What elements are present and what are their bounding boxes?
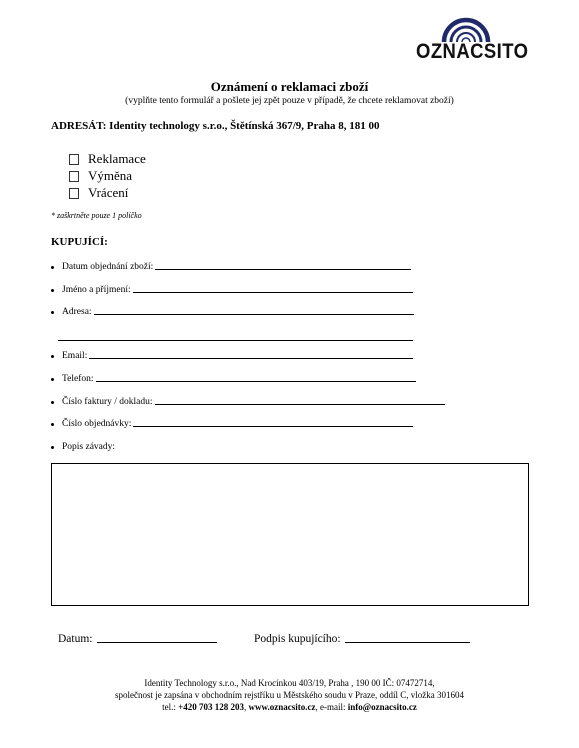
email-link[interactable]: info@oznacsito.cz	[347, 702, 417, 712]
form-subtitle: (vyplňte tento formulář a pošlete jej zpět pouze v případě, že chcete reklamovat zboží)	[125, 96, 454, 106]
phone-number[interactable]: +420 703 128 203	[178, 702, 245, 712]
fill-line[interactable]	[89, 357, 413, 359]
checkbox[interactable]	[69, 154, 79, 165]
logo-wordmark: OZNACSITO	[416, 40, 529, 63]
footer-company: Identity Technology s.r.o., Nad Krocínkou 403/19, Praha , 190 00 IČ: 07472714,	[144, 678, 435, 688]
fill-line[interactable]	[155, 403, 445, 405]
field-datum-objednani[interactable]	[51, 262, 411, 272]
bullet	[51, 355, 54, 358]
bullet	[51, 289, 54, 292]
checkbox-note: * zaškrtněte pouze 1 políčko	[51, 211, 142, 220]
option-vymena[interactable]	[69, 168, 132, 184]
field-label: Email:	[62, 351, 88, 361]
option-vraceni[interactable]	[69, 185, 128, 201]
field-label: Číslo objednávky:	[62, 419, 132, 429]
footer-registry: společnost je zapsána v obchodním rejstříku u Městského soudu v Praze, oddíl C, vložka 301604	[115, 690, 464, 700]
separator: ,	[244, 702, 249, 712]
fill-line[interactable]	[133, 291, 413, 293]
defect-description-box[interactable]	[51, 463, 529, 606]
field-label: Číslo faktury / dokladu:	[62, 397, 153, 407]
website-link[interactable]: www.oznacsito.cz	[248, 702, 316, 712]
field-jmeno[interactable]	[51, 285, 413, 295]
field-label: Adresa:	[62, 307, 92, 317]
fill-line[interactable]	[345, 641, 470, 643]
bullet	[51, 266, 54, 269]
fill-line[interactable]	[155, 268, 411, 270]
fill-line[interactable]	[96, 380, 416, 382]
fill-line[interactable]	[97, 641, 217, 643]
field-telefon[interactable]	[51, 374, 416, 384]
email-label: , e-mail:	[315, 702, 348, 712]
field-adresa[interactable]	[51, 307, 414, 317]
signature-label: Podpis kupujícího:	[254, 633, 341, 645]
signature-field[interactable]	[254, 633, 470, 645]
date-label: Datum:	[58, 633, 93, 645]
bullet	[51, 378, 54, 381]
form-title: Oznámení o reklamaci zboží	[210, 79, 369, 94]
footer-contact	[0, 701, 579, 713]
buyer-heading: KUPUJÍCÍ:	[51, 236, 108, 248]
bullet	[51, 423, 54, 426]
checkbox[interactable]	[69, 188, 79, 199]
address-second-line[interactable]	[58, 340, 413, 341]
option-label: Reklamace	[88, 151, 146, 166]
fill-line[interactable]	[94, 313, 414, 315]
recipient-address: ADRESÁT: Identity technology s.r.o., Štětínská 367/9, Praha 8, 181 00	[51, 120, 380, 132]
bullet	[51, 401, 54, 404]
option-reklamace[interactable]	[69, 151, 146, 167]
field-label: Jméno a příjmení:	[62, 285, 131, 295]
fill-line[interactable]	[133, 425, 413, 427]
field-popis	[51, 442, 115, 452]
date-field[interactable]	[58, 633, 217, 645]
tel-label: tel.:	[162, 702, 179, 712]
bullet	[51, 446, 54, 449]
field-label: Telefon:	[62, 374, 94, 384]
bullet	[51, 311, 54, 314]
field-label: Datum objednání zboží:	[62, 262, 154, 272]
company-logo	[416, 10, 529, 70]
field-cislo-faktury[interactable]	[51, 397, 445, 407]
fingerprint-arc-icon	[438, 10, 494, 44]
field-email[interactable]	[51, 351, 413, 361]
option-label: Výměna	[88, 168, 133, 183]
field-cislo-objednavky[interactable]	[51, 419, 413, 429]
checkbox[interactable]	[69, 171, 79, 182]
option-label: Vrácení	[88, 185, 129, 200]
field-label: Popis závady:	[62, 442, 116, 452]
